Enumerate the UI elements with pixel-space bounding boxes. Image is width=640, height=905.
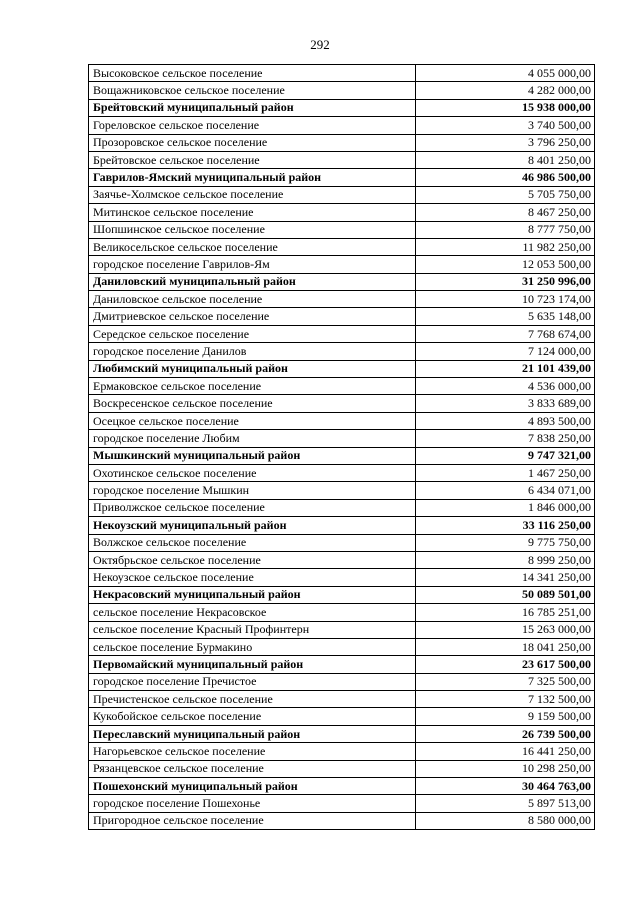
settlement-amount-cell: 5 705 750,00	[416, 186, 595, 203]
settlement-name-cell: Высоковское сельское поселение	[89, 65, 416, 82]
settlement-name-cell: Рязанцевское сельское поселение	[89, 760, 416, 777]
district-amount-cell: 30 464 763,00	[416, 778, 595, 795]
district-row	[89, 447, 595, 464]
settlement-row	[89, 534, 595, 551]
settlement-amount-cell: 6 434 071,00	[416, 482, 595, 499]
settlement-row	[89, 691, 595, 708]
settlement-name-cell: сельское поселение Некрасовское	[89, 604, 416, 621]
district-amount-cell: 21 101 439,00	[416, 360, 595, 377]
settlement-name-cell: Пречистенское сельское поселение	[89, 691, 416, 708]
settlement-row	[89, 708, 595, 725]
district-name-cell: Некоузский муниципальный район	[89, 517, 416, 534]
settlement-row	[89, 760, 595, 777]
settlement-name-cell: сельское поселение Бурмакино	[89, 638, 416, 655]
district-amount-cell: 33 116 250,00	[416, 517, 595, 534]
settlement-name-cell: Гореловское сельское поселение	[89, 117, 416, 134]
district-name-cell: Мышкинский муниципальный район	[89, 447, 416, 464]
district-name-cell: Первомайский муниципальный район	[89, 656, 416, 673]
settlement-name-cell: Вощажниковское сельское поселение	[89, 82, 416, 99]
settlement-name-cell: Нагорьевское сельское поселение	[89, 743, 416, 760]
settlement-row	[89, 65, 595, 82]
settlement-amount-cell: 10 723 174,00	[416, 291, 595, 308]
settlement-name-cell: городское поселение Пошехонье	[89, 795, 416, 812]
settlement-row	[89, 256, 595, 273]
settlement-row	[89, 325, 595, 342]
settlement-amount-cell: 3 740 500,00	[416, 117, 595, 134]
settlement-row	[89, 812, 595, 829]
settlement-amount-cell: 8 467 250,00	[416, 204, 595, 221]
district-row	[89, 360, 595, 377]
district-amount-cell: 50 089 501,00	[416, 586, 595, 603]
district-row	[89, 778, 595, 795]
settlement-name-cell: Пригородное сельское поселение	[89, 812, 416, 829]
settlement-amount-cell: 4 893 500,00	[416, 412, 595, 429]
settlement-name-cell: Заячье-Холмское сельское поселение	[89, 186, 416, 203]
settlement-row	[89, 308, 595, 325]
settlement-row	[89, 499, 595, 516]
table-body	[89, 65, 595, 830]
settlement-row	[89, 134, 595, 151]
settlement-row	[89, 795, 595, 812]
settlement-amount-cell: 7 132 500,00	[416, 691, 595, 708]
district-amount-cell: 9 747 321,00	[416, 447, 595, 464]
settlement-name-cell: Великосельское сельское поселение	[89, 238, 416, 255]
settlement-row	[89, 604, 595, 621]
settlement-row	[89, 430, 595, 447]
settlement-row	[89, 238, 595, 255]
settlement-name-cell: Воскресенское сельское поселение	[89, 395, 416, 412]
settlement-row	[89, 221, 595, 238]
settlement-amount-cell: 15 263 000,00	[416, 621, 595, 638]
settlement-amount-cell: 9 159 500,00	[416, 708, 595, 725]
settlement-amount-cell: 18 041 250,00	[416, 638, 595, 655]
settlement-name-cell: городское поселение Пречистое	[89, 673, 416, 690]
settlement-row	[89, 743, 595, 760]
settlement-name-cell: Осецкое сельское поселение	[89, 412, 416, 429]
settlement-name-cell: городское поселение Гаврилов-Ям	[89, 256, 416, 273]
settlement-name-cell: Брейтовское сельское поселение	[89, 151, 416, 168]
settlement-amount-cell: 7 838 250,00	[416, 430, 595, 447]
settlement-row	[89, 151, 595, 168]
settlement-name-cell: Шопшинское сельское поселение	[89, 221, 416, 238]
settlement-name-cell: Волжское сельское поселение	[89, 534, 416, 551]
settlement-name-cell: Середское сельское поселение	[89, 325, 416, 342]
settlement-name-cell: Даниловское сельское поселение	[89, 291, 416, 308]
settlement-amount-cell: 8 401 250,00	[416, 151, 595, 168]
settlement-amount-cell: 14 341 250,00	[416, 569, 595, 586]
settlement-name-cell: Октябрьское сельское поселение	[89, 551, 416, 568]
settlement-amount-cell: 1 846 000,00	[416, 499, 595, 516]
district-row	[89, 517, 595, 534]
settlement-amount-cell: 7 768 674,00	[416, 325, 595, 342]
settlement-amount-cell: 16 785 251,00	[416, 604, 595, 621]
settlement-name-cell: сельское поселение Красный Профинтерн	[89, 621, 416, 638]
district-row	[89, 273, 595, 290]
district-amount-cell: 15 938 000,00	[416, 99, 595, 116]
settlement-name-cell: Митинское сельское поселение	[89, 204, 416, 221]
settlement-name-cell: Приволжское сельское поселение	[89, 499, 416, 516]
settlement-name-cell: городское поселение Мышкин	[89, 482, 416, 499]
district-name-cell: Брейтовский муниципальный район	[89, 99, 416, 116]
settlement-name-cell: городское поселение Данилов	[89, 343, 416, 360]
settlement-amount-cell: 10 298 250,00	[416, 760, 595, 777]
settlement-row	[89, 621, 595, 638]
settlement-amount-cell: 9 775 750,00	[416, 534, 595, 551]
district-amount-cell: 46 986 500,00	[416, 169, 595, 186]
settlement-amount-cell: 4 536 000,00	[416, 378, 595, 395]
settlement-row	[89, 673, 595, 690]
settlement-amount-cell: 11 982 250,00	[416, 238, 595, 255]
district-row	[89, 169, 595, 186]
district-row	[89, 656, 595, 673]
settlement-amount-cell: 5 635 148,00	[416, 308, 595, 325]
settlement-row	[89, 378, 595, 395]
settlement-row	[89, 395, 595, 412]
settlement-row	[89, 343, 595, 360]
settlement-row	[89, 82, 595, 99]
district-amount-cell: 26 739 500,00	[416, 725, 595, 742]
settlement-amount-cell: 12 053 500,00	[416, 256, 595, 273]
settlement-amount-cell: 8 777 750,00	[416, 221, 595, 238]
settlement-amount-cell: 8 999 250,00	[416, 551, 595, 568]
page-number: 292	[310, 37, 330, 52]
settlement-row	[89, 291, 595, 308]
budget-allocation-table	[88, 64, 595, 830]
district-row	[89, 586, 595, 603]
settlement-row	[89, 412, 595, 429]
settlement-name-cell: Охотинское сельское поселение	[89, 464, 416, 481]
settlement-amount-cell: 7 124 000,00	[416, 343, 595, 360]
settlement-name-cell: Кукобойское сельское поселение	[89, 708, 416, 725]
settlement-amount-cell: 7 325 500,00	[416, 673, 595, 690]
settlement-amount-cell: 3 833 689,00	[416, 395, 595, 412]
settlement-row	[89, 482, 595, 499]
settlement-name-cell: Некоузское сельское поселение	[89, 569, 416, 586]
district-row	[89, 99, 595, 116]
district-amount-cell: 31 250 996,00	[416, 273, 595, 290]
district-name-cell: Переславский муниципальный район	[89, 725, 416, 742]
settlement-row	[89, 204, 595, 221]
settlement-amount-cell: 4 282 000,00	[416, 82, 595, 99]
settlement-row	[89, 551, 595, 568]
settlement-row	[89, 464, 595, 481]
district-amount-cell: 23 617 500,00	[416, 656, 595, 673]
district-name-cell: Даниловский муниципальный район	[89, 273, 416, 290]
district-name-cell: Гаврилов-Ямский муниципальный район	[89, 169, 416, 186]
settlement-amount-cell: 4 055 000,00	[416, 65, 595, 82]
settlement-name-cell: Прозоровское сельское поселение	[89, 134, 416, 151]
district-name-cell: Любимский муниципальный район	[89, 360, 416, 377]
settlement-amount-cell: 5 897 513,00	[416, 795, 595, 812]
settlement-name-cell: Ермаковское сельское поселение	[89, 378, 416, 395]
settlement-amount-cell: 8 580 000,00	[416, 812, 595, 829]
district-name-cell: Пошехонский муниципальный район	[89, 778, 416, 795]
settlement-name-cell: городское поселение Любим	[89, 430, 416, 447]
settlement-row	[89, 186, 595, 203]
settlement-amount-cell: 3 796 250,00	[416, 134, 595, 151]
settlement-amount-cell: 1 467 250,00	[416, 464, 595, 481]
settlement-row	[89, 569, 595, 586]
district-row	[89, 725, 595, 742]
settlement-row	[89, 638, 595, 655]
settlement-amount-cell: 16 441 250,00	[416, 743, 595, 760]
settlement-name-cell: Дмитриевское сельское поселение	[89, 308, 416, 325]
settlement-row	[89, 117, 595, 134]
district-name-cell: Некрасовский муниципальный район	[89, 586, 416, 603]
